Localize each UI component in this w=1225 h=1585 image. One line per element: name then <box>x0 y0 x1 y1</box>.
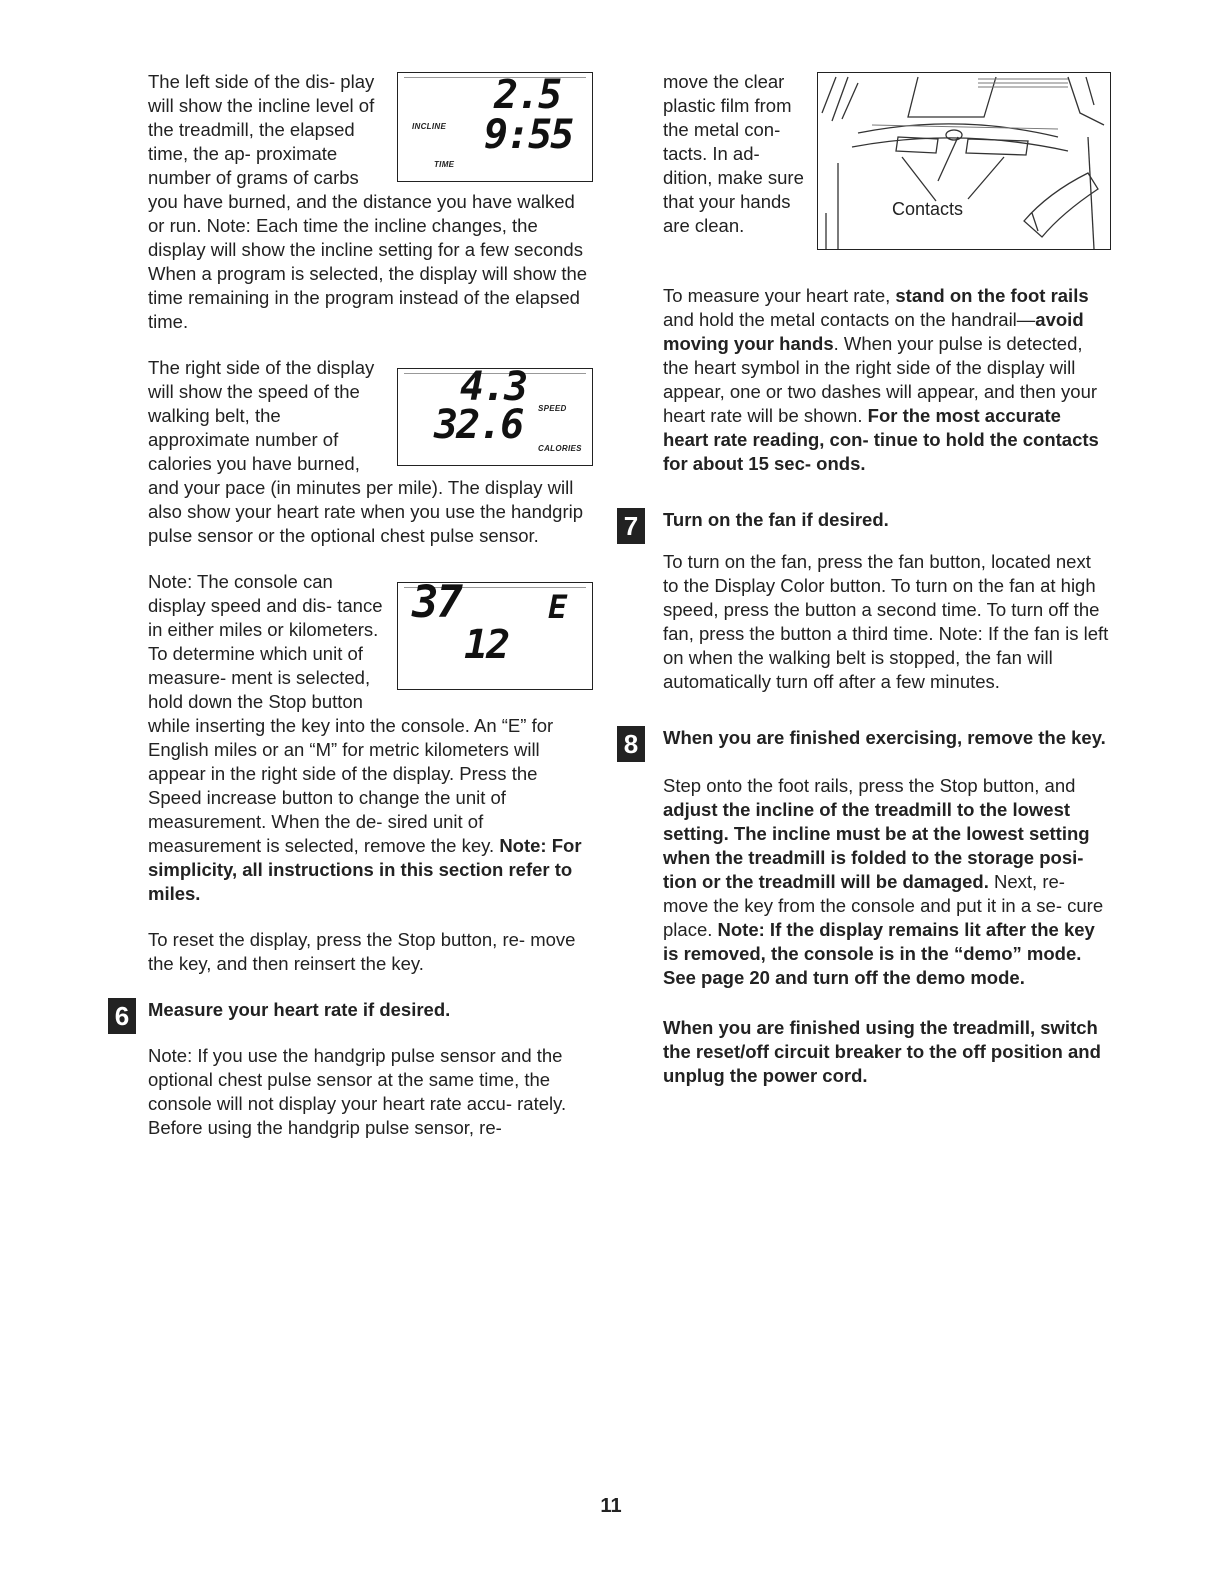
paragraph-units: Note: The console can display speed and dis- tance in either miles or kilometers. To determine which unit of measure- ment is selected, hold down the Stop button while inserting the key into the console. An “E” for English miles or an “M” for metric kilometers will appear in the right side of the display. Press the Speed increase button to change the unit of measurement. When the de- sired unit of measurement is selected, remove the key. Note: For simplicity, all instructions in this section refer to miles. <box>148 571 582 904</box>
incline-time-display-figure <box>397 72 593 182</box>
paragraph-left-display: The left side of the dis- play will show the incline level of the treadmill, the elapsed time, the ap- proximate number of grams of carbs you have burned, and the distance you have walked or run. Note: Each time the incline changes, the display will show the incline setting for a few seconds When a program is selected, the display will show the time remaining in the program instead of the elapsed time. <box>148 71 588 332</box>
contacts-label: Contacts <box>892 199 964 219</box>
paragraph-pulse-note: Note: If you use the handgrip pulse sensor and the optional chest pulse sensor at the same time, the console will not display your heart rate accu- rately. Before using the handgrip pulse sensor, re- <box>148 1045 567 1138</box>
incline-value: 2.5 <box>494 72 561 118</box>
units-bottom: 12 <box>464 622 509 668</box>
time-label: TIME <box>434 160 455 169</box>
paragraph-remove-key: Step onto the foot rails, press the Stop button, and adjust the incline of the treadmill to the lowest setting. The incline must be at the lowest setting when the treadmill is folded to the storage posi- tion or the treadmill will be damaged. Next, re- move the key from the console and put it in a se- cure place. Note: If the display remains lit after the key is removed, the console is in the “demo” mode. See page 20 and turn off the demo mode. <box>663 775 1104 988</box>
units-display-figure <box>397 577 593 690</box>
calories-value: 32.6 <box>434 402 523 448</box>
paragraph-fan: To turn on the fan, press the fan button, located next to the Display Color button. To turn on the fan at high speed, press the button a second time. To turn off the fan, press the button a third time. Note: If the fan is left on when the walking belt is stopped, the fan will automatically turn off after a few minutes. <box>663 551 1109 692</box>
calories-label: CALORIES <box>538 444 582 453</box>
step-6-heading: 6 Measure your heart rate if desired. <box>148 998 593 1022</box>
paragraph-right-display: The right side of the display will show the speed of the walking belt, the approximate number of calories you have burned, and your pace (in minutes per mile). The display will also show your heart rate when you use the handgrip pulse sensor or the optional chest pulse sensor. <box>148 357 584 546</box>
paragraph-reset: To reset the display, press the Stop button, re- move the key, and then reinsert the key. <box>148 929 576 974</box>
page-number: 11 <box>600 1495 622 1517</box>
handrail-contacts-illustration <box>818 73 1110 249</box>
step-8-number-badge: 8 <box>617 726 645 762</box>
step-8-heading: 8 When you are finished exercising, remove the key. <box>663 726 1111 750</box>
left-column <box>114 70 593 1140</box>
paragraph-finish: When you are finished using the treadmill, switch the reset/off circuit breaker to the off position and unplug the power cord. <box>663 1017 1101 1086</box>
contacts-figure <box>817 72 1111 250</box>
units-top-left: 37 <box>412 577 461 628</box>
speed-value: 4.3 <box>460 364 527 410</box>
paragraph-clean-hands: move the clear plastic film from the metal con- tacts. In ad- dition, make sure that your hands are clean. <box>663 71 804 236</box>
right-column <box>623 70 1111 1088</box>
speed-label: SPEED <box>538 404 567 413</box>
step-7-number-badge: 7 <box>617 508 645 544</box>
step-7-heading: 7 Turn on the fan if desired. <box>663 508 1111 532</box>
paragraph-measure-heart-rate: To measure your heart rate, stand on the foot rails and hold the metal contacts on the handrail—avoid moving your hands. When your pulse is detected, the heart symbol in the right side of the display will appear, one or two dashes will appear, and then your heart rate will be shown. For the most accurate heart rate reading, con- tinue to hold the contacts for about 15 sec- onds. <box>663 285 1099 474</box>
step-6-number-badge: 6 <box>108 998 136 1034</box>
time-value: 9:55 <box>484 112 573 158</box>
incline-label: INCLINE <box>412 122 447 131</box>
speed-calories-display-figure <box>397 364 593 466</box>
units-indicator: E <box>548 588 566 626</box>
